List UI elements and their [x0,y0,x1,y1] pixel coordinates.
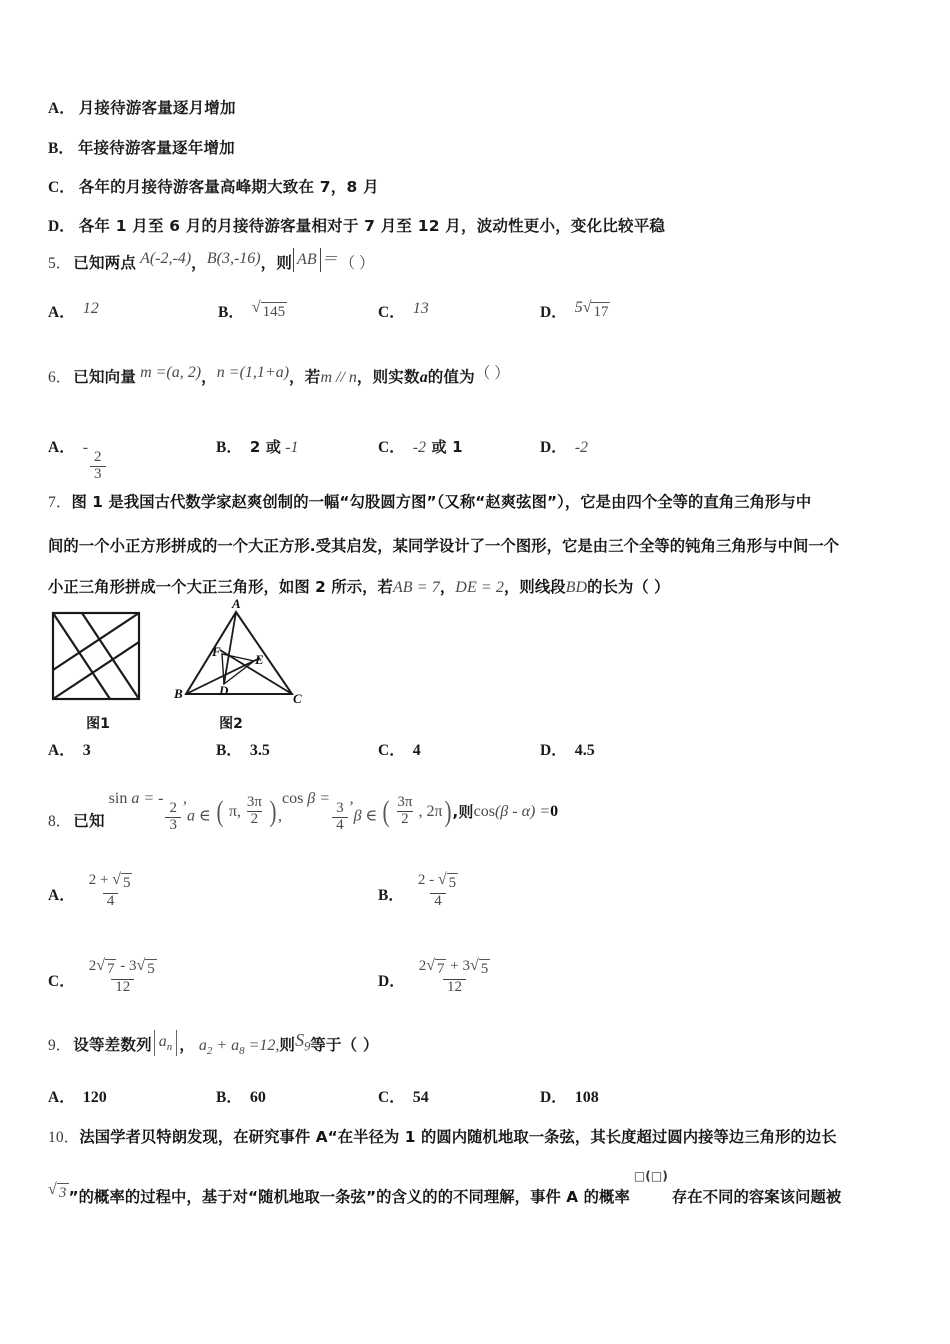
q9-choice-d-label: D． [540,1089,567,1106]
q5-choice-c-label: C． [378,304,405,321]
question-8-stem [48,790,558,833]
q9-sum-symbol: $S_9$ [295,1030,311,1054]
q5-choice-c-value: 13 [412,300,429,317]
q8-choice-c-value: 2 √ 7 - 3 √ 5 12 [88,956,155,996]
q9-choice-c-label: C． [378,1089,405,1106]
q7-choice-d-value: 4.5 [574,742,595,759]
q6-choice-b-label: B． [216,439,242,456]
q6-choice-d[interactable] [540,435,588,457]
q4-choice-c-text: 各年的月接待游客量高峰期大致在 7，8 月 [78,178,379,196]
q9-choice-b-label: B． [216,1089,242,1106]
q4-choice-d-label: D． [48,218,75,235]
q10-number: 10． [48,1129,80,1146]
q5-choice-a-label: A． [48,304,75,321]
q8-beta-interval: β ∈ ( $\frac{3\pi}{2}$ , 2π ) [353,794,452,828]
q9-choice-b[interactable] [216,1085,266,1107]
q9-stem-text: 设等差数列 [73,1036,152,1054]
q7-line3-post: ，则线段 [504,578,566,596]
q6-choice-c-label: C． [378,439,405,456]
q8-expression: cos(β - α) = [473,802,551,820]
q9-choices-row [48,1085,908,1111]
q7-choice-b[interactable] [216,738,270,760]
q10-line2-mid: ”的概率的过程中，基于对“随机地取一条弦”的含义的的不同理解，事件 A 的概率 [68,1188,630,1207]
q4-choice-c-label: C． [48,179,75,196]
q8-choices-row-2 [48,948,908,1008]
q4-choice-a-text: 月接待游客量逐月增加 [78,99,236,117]
q5-abs-ab: AB [293,248,321,272]
q5-choice-b-value: √ 145 [251,299,286,320]
q6-variable: a [419,369,428,386]
q5-answer-blank[interactable]: （ ） [339,255,375,272]
q5-choice-d-label: D． [540,304,567,321]
q10-line2-end: 存在不同的容案该问题被 [671,1188,842,1207]
q7-line2-text: 间的一个小正方形拼成的一个大正方形.受其启发，某同学设计了一个图形，它是由三个全等的钝角三角形与中间一个 [48,537,840,555]
q6-choice-a-label: A． [48,439,75,456]
q7-choice-c[interactable] [378,738,421,760]
q9-choice-b-value: 60 [249,1089,266,1106]
svg-text:C: C [293,691,302,706]
q5-choice-b[interactable] [218,300,287,326]
q8-choice-d[interactable] [378,948,496,996]
q6-choice-d-value: -2 [574,439,589,456]
q5-point-a: A(-2,-4) [140,250,192,267]
q4-choice-b[interactable] [48,136,235,158]
q5-choice-a-value: 12 [82,300,99,317]
zhaoshuang-square-diagram [48,608,148,706]
q5-choices-row [48,300,908,326]
q7-number: 7． [48,494,72,511]
figure-2-caption: 图2 [219,716,243,732]
q6-choice-c-value: -2 或 1 [412,438,463,456]
q8-choice-b-value: 2 - √ 5 4 [417,870,457,910]
q7-de-value: DE = 2 [455,579,505,596]
q6-choice-b[interactable] [216,435,298,457]
q7-line3-end: 的长为（ ） [587,578,670,596]
question-5-stem [48,250,375,276]
q6-vector-n: n =(1,1+a) [216,364,290,381]
svg-text:D: D [219,683,229,698]
q6-choice-a-value: - $\frac{2}{3}$ [83,439,108,482]
q5-choice-c[interactable] [378,300,429,322]
question-7-line2 [48,534,910,558]
q8-choice-c-label: C． [48,972,75,990]
q8-choice-b[interactable] [378,862,464,910]
q7-choice-b-label: B． [216,742,242,759]
q6-comma-1: ， [201,368,217,386]
q6-parallel-condition: m // n [320,369,357,386]
figure-1-caption: 图1 [86,716,110,732]
q9-comma: ， [179,1036,195,1054]
q5-point-b: B(3,-16) [206,250,261,267]
q9-condition: $a_2 + a_8 =12$, [198,1037,280,1058]
q9-tail: 等于（ ） [310,1036,379,1054]
q10-probability-placeholder: □(□) [633,1169,668,1183]
q5-number: 5． [48,255,72,272]
svg-text:E: E [255,652,264,667]
q6-stem-text: 已知向量 [73,368,137,386]
svg-text:F: F [212,644,221,659]
q5-stem-text: 已知两点 [73,254,137,272]
q7-choice-c-value: 4 [412,742,421,759]
q6-number: 6． [48,369,72,386]
q9-choice-d[interactable] [540,1085,599,1107]
q4-choice-a-label: A． [48,100,75,117]
q7-choice-a-value: 3 [82,742,91,759]
q6-choice-b-value: 2 或 -1 [249,438,299,456]
q6-choice-a[interactable] [48,435,108,482]
q10-sqrt3: √ 3 [48,1180,67,1202]
q4-choice-a[interactable] [48,96,236,118]
q5-choice-d-value: 5 √ 17 [574,299,609,320]
q9-choice-a-label: A． [48,1089,75,1106]
q6-if: ，若 [289,368,321,386]
q8-number: 8． [48,813,72,831]
q9-choice-c[interactable] [378,1085,429,1107]
q6-choice-d-label: D． [540,439,567,456]
q7-line3-mid: ， [439,578,456,596]
q8-choice-d-label: D． [378,972,405,990]
question-10-line1 [48,1125,910,1150]
q10-line1-text: 法国学者贝特朗发现，在研究事件 A“在半径为 1 的圆内随机地取一条弦，其长度超过圆内接等边三角形的边长 [79,1128,837,1146]
q9-sequence: $a_n$ [154,1030,177,1056]
figure-1 [48,608,148,733]
q8-choice-a-label: A． [48,886,75,904]
q5-comma-1: ， [191,254,207,272]
q6-choice-c[interactable] [378,435,463,457]
q8-choice-c[interactable] [48,948,163,996]
q9-choice-c-value: 54 [412,1089,429,1106]
q6-vector-m: m =(a, 2) [140,364,202,381]
q8-sin-alpha: sin a = - $\frac{2}{3}$ , [108,790,187,833]
question-6-stem [48,365,510,387]
q6-then: ，则实数 [356,368,420,386]
q6-choices-row [48,435,908,482]
q9-choice-a[interactable] [48,1085,107,1107]
figure-2 [172,598,302,733]
q7-choice-b-value: 3.5 [249,742,270,759]
svg-text:B: B [174,686,183,701]
q7-choice-c-label: C． [378,742,405,759]
q7-ab-value: AB = 7 [392,579,440,596]
question-7-line1 [48,490,910,515]
question-7-line3 [48,575,910,600]
q8-choice-b-label: B． [378,886,404,904]
svg-text:A: A [232,598,241,611]
q6-tail: 的值为 [427,368,475,386]
q8-choices-row-1 [48,862,908,922]
q8-alpha-interval: a ∈ ( π, $\frac{3\pi}{2}$ ) , [186,794,282,828]
q7-choice-d-label: D． [540,742,567,759]
q5-choice-b-label: B． [218,304,244,321]
q8-trailing-value: 0 [550,802,559,820]
q5-equals: ＝ [321,251,338,268]
q8-cos-beta: cos β = $\frac{3}{4}$ , [281,790,354,833]
q8-choice-d-value: 2 √ 7 + 3 √ 5 12 [418,956,489,996]
q4-choice-d[interactable] [48,214,665,236]
q9-number: 9． [48,1037,72,1054]
q5-choice-a[interactable] [48,300,99,322]
q7-choices-row [48,738,908,764]
q9-choice-a-value: 120 [82,1089,107,1106]
question-10-line2 [48,1169,910,1209]
q7-line3-pre: 小正三角形拼成一个大正三角形，如图 2 所示，若 [48,578,393,596]
q4-choice-b-label: B． [48,140,74,157]
q4-choice-b-text: 年接待游客量逐年增加 [77,139,235,157]
q5-comma-2: ，则 [260,254,293,272]
q7-bd-segment: BD [565,579,588,596]
q4-choice-c[interactable] [48,175,379,197]
q8-stem-text: 已知 [73,812,105,831]
q7-line1-text: 图 1 是我国古代数学家赵爽创制的一幅“勾股圆方图”（又称“赵爽弦图”），它是由四个全等的直角三角形与中 [71,493,812,511]
q5-choice-d[interactable] [540,300,610,326]
q9-then: 则 [279,1036,296,1054]
q4-choice-d-text: 各年 1 月至 6 月的月接待游客量相对于 7 月至 12 月，波动性更小，变化比较平稳 [78,217,666,235]
q8-choice-a[interactable] [48,862,138,910]
question-9-stem [48,1030,379,1060]
q7-choice-a[interactable] [48,738,91,760]
q9-choice-d-value: 108 [574,1089,599,1106]
q7-choice-a-label: A． [48,742,75,759]
q7-choice-d[interactable] [540,738,595,760]
q6-answer-blank[interactable]: （ ） [474,365,510,382]
triangle-decomposition-diagram [172,598,302,706]
q8-then: ,则 [452,803,474,822]
q8-choice-a-value: 2 + √ 5 4 [88,870,131,910]
